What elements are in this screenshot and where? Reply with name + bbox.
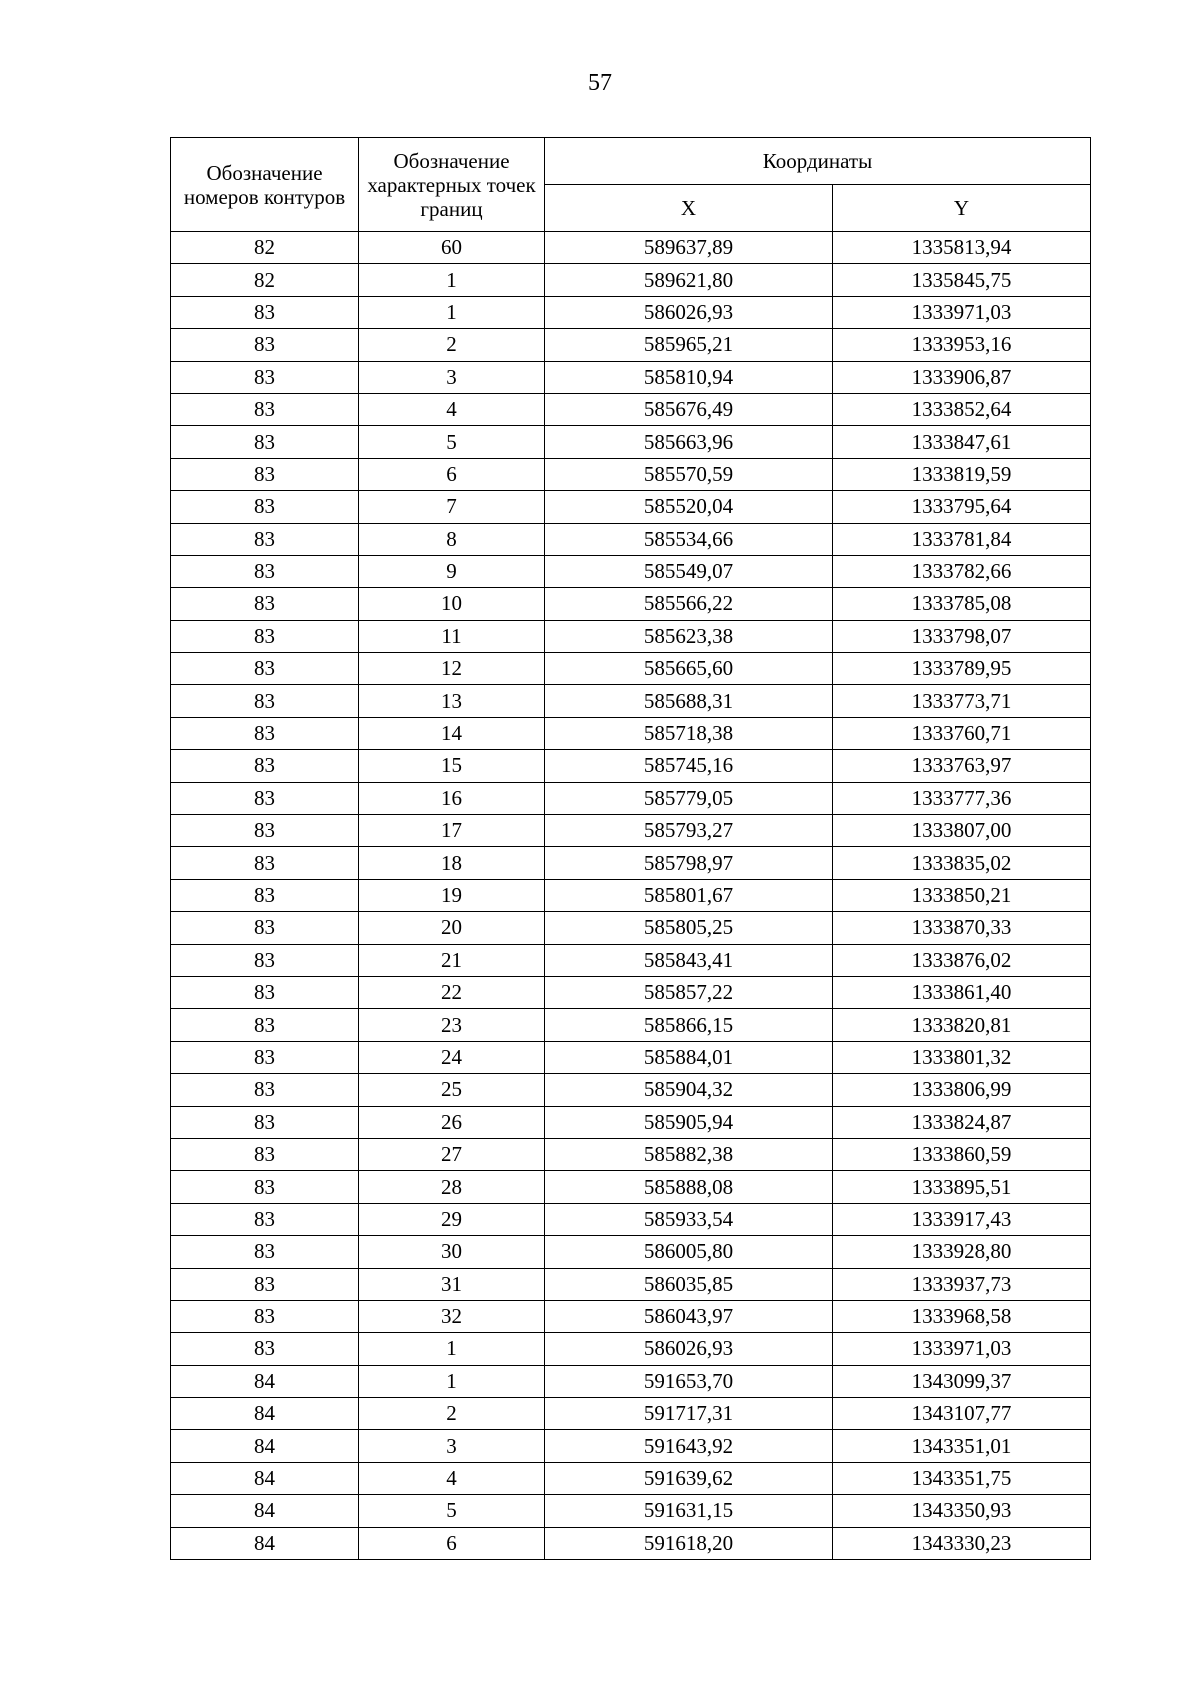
cell-x: 585805,25 (545, 912, 833, 944)
table-row (171, 1462, 1091, 1494)
cell-contour-number: 83 (171, 1009, 359, 1041)
cell-x: 585866,15 (545, 1009, 833, 1041)
cell-x: 586026,93 (545, 1333, 833, 1365)
cell-contour-number: 83 (171, 750, 359, 782)
cell-y: 1333824,87 (833, 1106, 1091, 1138)
cell-contour-number: 82 (171, 232, 359, 264)
cell-x: 585534,66 (545, 523, 833, 555)
cell-x: 585623,38 (545, 620, 833, 652)
cell-point-number: 29 (359, 1203, 545, 1235)
cell-point-number: 28 (359, 1171, 545, 1203)
cell-contour-number: 83 (171, 1203, 359, 1235)
cell-contour-number: 83 (171, 1138, 359, 1170)
cell-contour-number: 83 (171, 944, 359, 976)
cell-point-number: 1 (359, 1365, 545, 1397)
table-row (171, 1430, 1091, 1462)
cell-y: 1333852,64 (833, 393, 1091, 425)
cell-x: 585793,27 (545, 815, 833, 847)
table-row (171, 653, 1091, 685)
cell-x: 585570,59 (545, 458, 833, 490)
cell-x: 585888,08 (545, 1171, 833, 1203)
cell-y: 1333850,21 (833, 879, 1091, 911)
table-row (171, 976, 1091, 1008)
cell-y: 1333953,16 (833, 329, 1091, 361)
header-y: Y (833, 185, 1091, 232)
table-row (171, 264, 1091, 296)
cell-contour-number: 83 (171, 1268, 359, 1300)
cell-x: 585882,38 (545, 1138, 833, 1170)
cell-x: 591631,15 (545, 1495, 833, 1527)
cell-point-number: 18 (359, 847, 545, 879)
cell-y: 1333773,71 (833, 685, 1091, 717)
cell-contour-number: 83 (171, 1106, 359, 1138)
cell-y: 1333819,59 (833, 458, 1091, 490)
table-row (171, 1527, 1091, 1559)
cell-contour-number: 83 (171, 1074, 359, 1106)
table-row (171, 782, 1091, 814)
cell-point-number: 23 (359, 1009, 545, 1041)
cell-point-number: 4 (359, 1462, 545, 1494)
cell-y: 1333801,32 (833, 1041, 1091, 1073)
cell-contour-number: 83 (171, 1171, 359, 1203)
cell-x: 585520,04 (545, 491, 833, 523)
table-row (171, 1365, 1091, 1397)
cell-x: 585798,97 (545, 847, 833, 879)
cell-contour-number: 84 (171, 1527, 359, 1559)
table-row (171, 1171, 1091, 1203)
cell-point-number: 3 (359, 361, 545, 393)
table-row (171, 879, 1091, 911)
table-row (171, 458, 1091, 490)
cell-contour-number: 84 (171, 1430, 359, 1462)
cell-y: 1333971,03 (833, 1333, 1091, 1365)
cell-contour-number: 83 (171, 1236, 359, 1268)
cell-x: 585965,21 (545, 329, 833, 361)
cell-contour-number: 83 (171, 458, 359, 490)
table-row (171, 1300, 1091, 1332)
cell-y: 1333968,58 (833, 1300, 1091, 1332)
cell-y: 1343351,75 (833, 1462, 1091, 1494)
cell-point-number: 5 (359, 426, 545, 458)
cell-contour-number: 84 (171, 1495, 359, 1527)
cell-point-number: 12 (359, 653, 545, 685)
cell-contour-number: 83 (171, 523, 359, 555)
cell-y: 1333860,59 (833, 1138, 1091, 1170)
cell-contour-number: 83 (171, 1300, 359, 1332)
cell-contour-number: 83 (171, 912, 359, 944)
table-row (171, 620, 1091, 652)
cell-y: 1335845,75 (833, 264, 1091, 296)
cell-point-number: 14 (359, 717, 545, 749)
cell-x: 589637,89 (545, 232, 833, 264)
cell-y: 1343107,77 (833, 1398, 1091, 1430)
cell-x: 585779,05 (545, 782, 833, 814)
cell-x: 585549,07 (545, 555, 833, 587)
table-body (171, 232, 1091, 1560)
cell-y: 1333782,66 (833, 555, 1091, 587)
cell-x: 586035,85 (545, 1268, 833, 1300)
table-row (171, 750, 1091, 782)
cell-y: 1333785,08 (833, 588, 1091, 620)
table-row (171, 912, 1091, 944)
cell-x: 585665,60 (545, 653, 833, 685)
coordinates-table (170, 137, 1091, 1560)
cell-y: 1333820,81 (833, 1009, 1091, 1041)
cell-y: 1333971,03 (833, 296, 1091, 328)
cell-x: 585718,38 (545, 717, 833, 749)
table-row (171, 232, 1091, 264)
cell-point-number: 60 (359, 232, 545, 264)
cell-point-number: 11 (359, 620, 545, 652)
cell-point-number: 2 (359, 1398, 545, 1430)
cell-x: 591618,20 (545, 1527, 833, 1559)
table-row (171, 426, 1091, 458)
table-row (171, 1041, 1091, 1073)
cell-contour-number: 83 (171, 847, 359, 879)
table-row (171, 296, 1091, 328)
cell-y: 1343099,37 (833, 1365, 1091, 1397)
cell-x: 586026,93 (545, 296, 833, 328)
cell-contour-number: 83 (171, 588, 359, 620)
header-x: X (545, 185, 833, 232)
cell-x: 585810,94 (545, 361, 833, 393)
cell-y: 1333861,40 (833, 976, 1091, 1008)
table-row (171, 1236, 1091, 1268)
table-row (171, 1333, 1091, 1365)
cell-contour-number: 83 (171, 815, 359, 847)
cell-point-number: 30 (359, 1236, 545, 1268)
cell-contour-number: 83 (171, 976, 359, 1008)
header-boundary-point: Обозначение характерных точек границ (359, 138, 545, 232)
cell-point-number: 32 (359, 1300, 545, 1332)
cell-x: 585857,22 (545, 976, 833, 1008)
cell-contour-number: 83 (171, 555, 359, 587)
cell-y: 1333906,87 (833, 361, 1091, 393)
cell-point-number: 3 (359, 1430, 545, 1462)
cell-x: 585843,41 (545, 944, 833, 976)
cell-contour-number: 83 (171, 782, 359, 814)
cell-point-number: 27 (359, 1138, 545, 1170)
cell-y: 1333798,07 (833, 620, 1091, 652)
cell-contour-number: 83 (171, 296, 359, 328)
cell-x: 585933,54 (545, 1203, 833, 1235)
cell-contour-number: 82 (171, 264, 359, 296)
cell-y: 1333870,33 (833, 912, 1091, 944)
cell-y: 1333795,64 (833, 491, 1091, 523)
cell-point-number: 5 (359, 1495, 545, 1527)
cell-point-number: 17 (359, 815, 545, 847)
table-row (171, 393, 1091, 425)
cell-y: 1333807,00 (833, 815, 1091, 847)
cell-point-number: 1 (359, 264, 545, 296)
cell-point-number: 6 (359, 458, 545, 490)
cell-contour-number: 83 (171, 879, 359, 911)
table-row (171, 491, 1091, 523)
cell-contour-number: 83 (171, 329, 359, 361)
cell-x: 585745,16 (545, 750, 833, 782)
cell-x: 585801,67 (545, 879, 833, 911)
cell-x: 591653,70 (545, 1365, 833, 1397)
table-row (171, 329, 1091, 361)
cell-point-number: 2 (359, 329, 545, 361)
cell-point-number: 6 (359, 1527, 545, 1559)
cell-x: 586043,97 (545, 1300, 833, 1332)
cell-contour-number: 83 (171, 620, 359, 652)
table-row (171, 1398, 1091, 1430)
cell-contour-number: 83 (171, 426, 359, 458)
cell-contour-number: 83 (171, 491, 359, 523)
cell-contour-number: 84 (171, 1462, 359, 1494)
cell-x: 585676,49 (545, 393, 833, 425)
table-row (171, 1106, 1091, 1138)
cell-point-number: 20 (359, 912, 545, 944)
table-row (171, 588, 1091, 620)
table-row (171, 523, 1091, 555)
cell-point-number: 4 (359, 393, 545, 425)
cell-y: 1333876,02 (833, 944, 1091, 976)
page-number: 57 (588, 70, 612, 96)
cell-contour-number: 83 (171, 717, 359, 749)
header-coordinates: Координаты (545, 138, 1091, 185)
cell-point-number: 21 (359, 944, 545, 976)
table-row (171, 815, 1091, 847)
cell-y: 1335813,94 (833, 232, 1091, 264)
cell-contour-number: 83 (171, 1333, 359, 1365)
cell-point-number: 22 (359, 976, 545, 1008)
table-row (171, 847, 1091, 879)
cell-point-number: 13 (359, 685, 545, 717)
cell-y: 1343351,01 (833, 1430, 1091, 1462)
cell-x: 591643,92 (545, 1430, 833, 1462)
cell-y: 1343330,23 (833, 1527, 1091, 1559)
table-row (171, 1268, 1091, 1300)
cell-x: 585905,94 (545, 1106, 833, 1138)
cell-point-number: 1 (359, 296, 545, 328)
header-contour-number: Обозначение номеров контуров (171, 138, 359, 232)
cell-contour-number: 83 (171, 361, 359, 393)
cell-contour-number: 83 (171, 1041, 359, 1073)
table-row (171, 1074, 1091, 1106)
cell-y: 1333789,95 (833, 653, 1091, 685)
cell-point-number: 7 (359, 491, 545, 523)
cell-x: 585663,96 (545, 426, 833, 458)
table-row (171, 361, 1091, 393)
cell-point-number: 9 (359, 555, 545, 587)
table-row (171, 1138, 1091, 1170)
cell-x: 586005,80 (545, 1236, 833, 1268)
table-row (171, 555, 1091, 587)
cell-y: 1333781,84 (833, 523, 1091, 555)
cell-point-number: 25 (359, 1074, 545, 1106)
cell-y: 1333763,97 (833, 750, 1091, 782)
cell-y: 1333917,43 (833, 1203, 1091, 1235)
cell-x: 585688,31 (545, 685, 833, 717)
cell-point-number: 16 (359, 782, 545, 814)
table-row (171, 717, 1091, 749)
cell-y: 1333777,36 (833, 782, 1091, 814)
table-row (171, 685, 1091, 717)
table-row (171, 1495, 1091, 1527)
cell-contour-number: 84 (171, 1398, 359, 1430)
cell-point-number: 26 (359, 1106, 545, 1138)
cell-point-number: 10 (359, 588, 545, 620)
cell-x: 589621,80 (545, 264, 833, 296)
table-row (171, 944, 1091, 976)
cell-x: 585566,22 (545, 588, 833, 620)
cell-y: 1333847,61 (833, 426, 1091, 458)
table-row (171, 1203, 1091, 1235)
cell-y: 1333895,51 (833, 1171, 1091, 1203)
cell-y: 1333928,80 (833, 1236, 1091, 1268)
cell-point-number: 8 (359, 523, 545, 555)
cell-contour-number: 83 (171, 685, 359, 717)
cell-y: 1333937,73 (833, 1268, 1091, 1300)
cell-x: 591717,31 (545, 1398, 833, 1430)
cell-x: 591639,62 (545, 1462, 833, 1494)
cell-contour-number: 84 (171, 1365, 359, 1397)
cell-contour-number: 83 (171, 393, 359, 425)
cell-y: 1343350,93 (833, 1495, 1091, 1527)
cell-x: 585904,32 (545, 1074, 833, 1106)
cell-point-number: 15 (359, 750, 545, 782)
cell-point-number: 1 (359, 1333, 545, 1365)
cell-y: 1333760,71 (833, 717, 1091, 749)
cell-y: 1333835,02 (833, 847, 1091, 879)
cell-point-number: 31 (359, 1268, 545, 1300)
cell-x: 585884,01 (545, 1041, 833, 1073)
cell-point-number: 24 (359, 1041, 545, 1073)
cell-contour-number: 83 (171, 653, 359, 685)
table-row (171, 1009, 1091, 1041)
cell-point-number: 19 (359, 879, 545, 911)
cell-y: 1333806,99 (833, 1074, 1091, 1106)
